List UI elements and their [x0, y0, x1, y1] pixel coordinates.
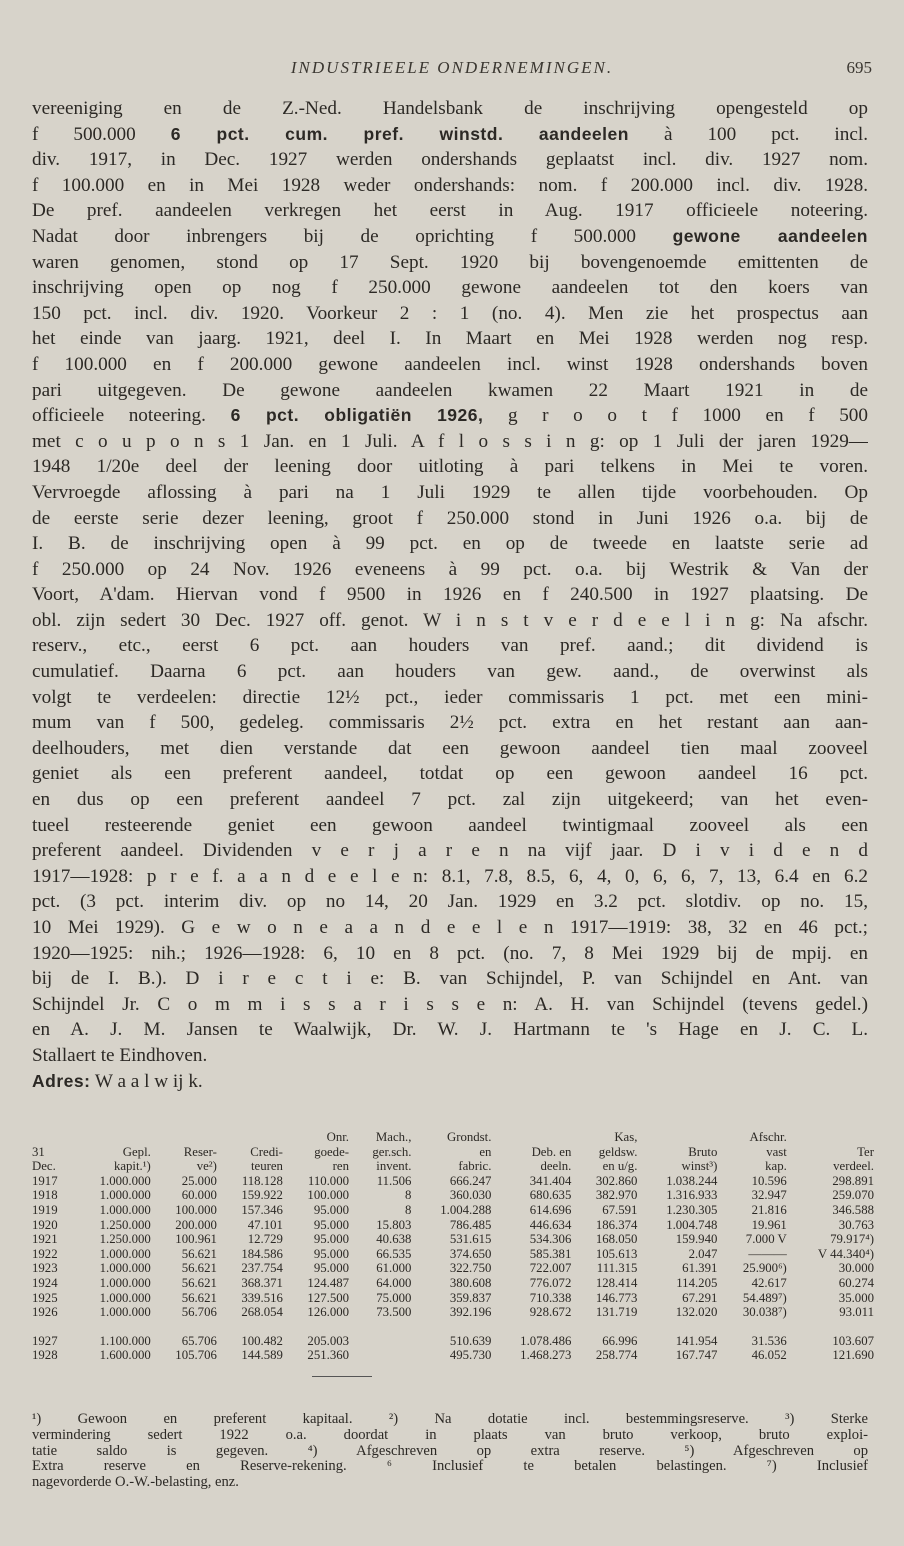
value-cell: 1.100.000 [99, 1333, 151, 1348]
value-cell: 1.000.000 [99, 1202, 151, 1217]
column-header: Bruto [688, 1144, 718, 1159]
table-row [30, 1247, 876, 1262]
column-header: winst³) [681, 1159, 718, 1174]
value-cell: 66.535 [376, 1246, 412, 1261]
text-line: met c o u p o n s 1 Jan. en 1 Juli. A f l o s s i n g: op 1 Juli der jaren 1929— [32, 430, 868, 452]
text-line: obl. zijn sedert 30 Dec. 1927 off. genot. W i n s t v e r d e e l i n g: Na afschr. [32, 609, 868, 631]
value-cell: 95.000 [313, 1232, 350, 1247]
value-cell [351, 1348, 413, 1363]
text-line: pct. (3 pct. interim div. op no 14, 20 Jan. 1929 en 3.2 pct. slotdiv. op no. 15, [32, 891, 868, 913]
value-cell: 251.360 [307, 1348, 350, 1363]
value-cell: 65.706 [181, 1333, 217, 1348]
value-cell: 35.000 [838, 1290, 874, 1305]
value-cell: 47.101 [247, 1217, 283, 1232]
table-row [30, 1218, 876, 1233]
value-cell: 359.837 [449, 1290, 492, 1305]
text-line: officieele noteering. 6 pct. obligatiën 1926, g r o o t f 1000 en f 500 [32, 405, 868, 427]
value-cell: 95.000 [313, 1246, 350, 1261]
value-cell: 157.346 [241, 1202, 283, 1217]
column-header: 31 [32, 1144, 45, 1159]
value-cell: 8 [405, 1202, 412, 1217]
text-line: deelhouders, met dien verstande dat een gewoon aandeel tien maal zooveel [32, 737, 868, 759]
value-cell: 722.007 [529, 1261, 572, 1276]
value-cell: 95.000 [313, 1261, 350, 1276]
year-cell: 1923 [32, 1261, 58, 1276]
text-line: 1917—1928: p r e f. a a n d e e l e n: 8.1, 7.8, 8.5, 6, 4, 0, 6, 6, 7, 13, 6.4 en 6.2 [32, 865, 868, 887]
value-cell: 73.500 [376, 1305, 412, 1320]
value-cell: 15.803 [376, 1217, 412, 1232]
value-cell: 131.719 [595, 1305, 638, 1320]
text-line: preferent aandeel. Dividenden v e r j a r e n na vijf jaar. D i v i d e n d [32, 840, 868, 862]
value-cell: 268.054 [241, 1305, 283, 1320]
value-cell: 127.500 [307, 1290, 350, 1305]
column-header: Dec. [32, 1159, 56, 1174]
table-row [30, 1203, 876, 1218]
text-line: 150 pct. incl. div. 1920. Voorkeur 2 : 1 (no. 4). Men zie het prospectus aan [32, 302, 868, 324]
value-cell: 167.747 [675, 1348, 718, 1363]
column-header: invent. [376, 1159, 412, 1174]
column-header: vast [766, 1144, 787, 1159]
value-cell: 61.000 [376, 1261, 412, 1276]
value-cell: 64.000 [376, 1275, 412, 1290]
value-cell: 61.391 [682, 1261, 718, 1276]
column-header: kap. [765, 1159, 787, 1174]
text-line: 1948 1/20e deel der leening door uitloting à pari telkens in Mei te voren. [32, 456, 868, 478]
value-cell: 346.588 [832, 1202, 874, 1217]
value-cell: 100.961 [175, 1232, 217, 1247]
column-header: ger.sch. [372, 1144, 412, 1159]
value-cell: 100.482 [241, 1333, 283, 1348]
column-header: Credi- [250, 1144, 283, 1159]
value-cell: 54.489⁷) [742, 1290, 787, 1305]
table-row [30, 1232, 876, 1247]
value-cell: 339.516 [241, 1290, 283, 1305]
value-cell: 298.891 [832, 1173, 874, 1188]
value-cell: 368.371 [241, 1275, 283, 1290]
bold-heading: 6 pct. obligatiën 1926, [230, 405, 484, 426]
value-cell: 1.000.000 [99, 1188, 151, 1203]
text-line: f 500.000 6 pct. cum. pref. winstd. aandeelen à 100 pct. incl. [32, 123, 868, 145]
value-cell: 258.774 [595, 1348, 638, 1363]
value-cell: 341.404 [529, 1173, 572, 1188]
value-cell: 95.000 [313, 1217, 350, 1232]
text-line: vereeniging en de Z.-Ned. Handelsbank de inschrijving opengesteld op [32, 98, 868, 119]
value-cell: 128.414 [595, 1275, 638, 1290]
column-header: Afschr. [749, 1130, 787, 1144]
value-cell: 19.961 [751, 1217, 787, 1232]
value-cell: 60.274 [838, 1275, 874, 1290]
text-line: volgt te verdeelen: directie 12½ pct., ieder commissaris 1 pct. met een mini- [32, 686, 868, 708]
column-header [73, 1130, 153, 1145]
table-row [30, 1348, 876, 1363]
table-row [30, 1334, 876, 1349]
column-header: Grondst. [446, 1130, 492, 1144]
table-row [30, 1261, 876, 1276]
value-cell: 1.316.933 [666, 1188, 718, 1203]
value-cell: 159.940 [675, 1232, 718, 1247]
value-cell: 10.596 [751, 1173, 787, 1188]
value-cell: 110.000 [307, 1173, 350, 1188]
text-line: het einde van jaarg. 1921, deel I. In Maart en Mei 1928 werden nog resp. [32, 328, 868, 350]
text-line: waren genomen, stond op 17 Sept. 1920 bij bovengenoemde emittenten de [32, 251, 868, 273]
column-header: Reser- [183, 1144, 217, 1159]
value-cell: 1.004.288 [440, 1202, 492, 1217]
value-cell: 8 [405, 1188, 412, 1203]
text-line: en A. J. M. Jansen te Waalwijk, Dr. W. J. Hartmann te 's Hage en J. C. L. [32, 1019, 868, 1041]
value-cell: 111.315 [596, 1261, 638, 1276]
year-cell: 1926 [32, 1305, 58, 1320]
value-cell: 531.615 [449, 1232, 492, 1247]
value-cell: 118.128 [241, 1173, 283, 1188]
value-cell: 105.613 [595, 1246, 638, 1261]
text-line: Voort, A'dam. Hiervan vond f 9500 in 1926 en f 240.500 in 1927 plaatsing. De [32, 584, 868, 606]
text-line: f 250.000 op 24 Nov. 1926 eveneens à 99 pct. o.a. bij Westrik & Van der [32, 558, 868, 580]
value-cell: 25.000 [181, 1173, 217, 1188]
value-cell: 1.468.273 [520, 1348, 572, 1363]
table-row [30, 1276, 876, 1291]
bold-heading: 6 pct. cum. pref. winstd. aandeelen [170, 123, 629, 144]
year-cell: 1924 [32, 1275, 58, 1290]
value-cell: 159.922 [241, 1188, 283, 1203]
text-line: inschrijving open op nog f 250.000 gewone aandeelen tot den koers van [32, 277, 868, 299]
column-header: Mach., [375, 1130, 412, 1144]
table-header-row [30, 1145, 876, 1160]
value-cell: 585.381 [529, 1246, 572, 1261]
column-header: en [479, 1144, 492, 1159]
column-header [493, 1130, 573, 1145]
value-cell: 259.070 [832, 1188, 874, 1203]
year-cell: 1922 [32, 1246, 58, 1261]
footnote-line: tatie saldo is gegeven. ⁴) Afgeschreven op extra reserve. ⁵) Afgeschreven op [32, 1443, 868, 1459]
value-cell: 30.000 [838, 1261, 874, 1276]
text-line: cumulatief. Daarna 6 pct. aan houders van gew. aand., de overwinst als [32, 661, 868, 683]
value-cell: 184.586 [241, 1246, 283, 1261]
value-cell: 95.000 [313, 1202, 350, 1217]
bold-heading: Adres: [32, 1070, 91, 1091]
value-cell: 237.754 [241, 1261, 283, 1276]
value-cell: 32.947 [751, 1188, 787, 1203]
value-cell: 392.196 [449, 1305, 492, 1320]
value-cell: 1.000.000 [99, 1173, 151, 1188]
value-cell: 146.773 [595, 1290, 638, 1305]
column-header [153, 1130, 219, 1145]
text-line: div. 1917, in Dec. 1927 werden ondershands geplaatst incl. div. 1927 nom. [32, 149, 868, 171]
value-cell: 103.607 [832, 1333, 874, 1348]
value-cell: 126.000 [307, 1305, 350, 1320]
table-row [30, 1305, 876, 1320]
value-cell: 168.050 [595, 1232, 638, 1247]
text-line: 1920—1925: nih.; 1926—1928: 6, 10 en 8 pct. (no. 7, 8 Mei 1929 bij de mpij. en [32, 942, 868, 964]
column-header: Ter [857, 1144, 874, 1159]
value-cell: 25.900⁶) [742, 1261, 787, 1276]
year-cell: 1919 [32, 1202, 58, 1217]
column-header: verdeel. [833, 1159, 874, 1174]
year-cell: 1918 [32, 1188, 58, 1203]
footnotes [32, 1412, 868, 1491]
value-cell: 66.996 [602, 1333, 638, 1348]
text-line: mum van f 500, gedeleg. commissaris 2½ pct. extra en het restant aan aan- [32, 712, 868, 734]
text-line: Nadat door inbrengers bij de oprichting f 500.000 gewone aandeelen [32, 225, 868, 247]
column-header: fabric. [458, 1159, 492, 1174]
page-number: 695 [846, 58, 872, 77]
footnote-line: vermindering sedert 1922 o.a. doordat in plaats van bruto verkoop, bruto exploi- [32, 1427, 868, 1443]
text-line: I. B. de inschrijving open à 99 pct. en op de tweede en laatste serie ad [32, 533, 868, 555]
text-line: Vervroegde aflossing à pari na 1 Juli 1929 te allen tijde voorbehouden. Op [32, 481, 868, 503]
value-cell: 75.000 [376, 1290, 412, 1305]
value-cell: 1.000.000 [99, 1246, 151, 1261]
financial-table [30, 1130, 876, 1363]
value-cell: 93.011 [839, 1305, 874, 1320]
value-cell: 205.003 [307, 1333, 350, 1348]
value-cell [351, 1334, 413, 1349]
text-line: 10 Mei 1929). G e w o n e a a n d e e l e n 1917—1919: 38, 32 en 46 pct.; [32, 917, 868, 938]
value-cell: 510.639 [449, 1333, 492, 1348]
value-cell: 121.690 [832, 1348, 874, 1363]
table-row [30, 1188, 876, 1203]
value-cell: 380.608 [449, 1275, 492, 1290]
value-cell: 7.000 V [745, 1232, 787, 1247]
table-spacer [30, 1320, 876, 1334]
column-header: Onr. [326, 1130, 350, 1144]
footnote-line: nagevorderde O.-W.-belasting, enz. [32, 1475, 239, 1491]
text-line: Schijndel Jr. C o m m i s s a r i s s e n: A. H. van Schijndel (tevens gedel.) [32, 993, 868, 1015]
value-cell: 302.860 [595, 1173, 638, 1188]
value-cell: 1.000.000 [99, 1275, 151, 1290]
bold-heading: gewone aandeelen [672, 225, 868, 246]
value-cell: 1.000.000 [99, 1290, 151, 1305]
value-cell: 382.970 [595, 1188, 638, 1203]
value-cell: 2.047 [688, 1246, 718, 1261]
value-cell: 42.617 [751, 1275, 787, 1290]
column-header: teuren [250, 1159, 283, 1174]
value-cell: 928.672 [529, 1305, 572, 1320]
value-cell: 114.205 [676, 1275, 718, 1290]
text-line: De pref. aandeelen verkregen het eerst in Aug. 1917 officieele noteering. [32, 200, 868, 222]
value-cell: 1.004.748 [666, 1217, 718, 1232]
column-header [789, 1130, 876, 1145]
company-description [32, 96, 868, 1094]
value-cell: 680.635 [529, 1188, 572, 1203]
value-cell: 12.729 [247, 1232, 283, 1247]
column-header: ve²) [196, 1159, 217, 1174]
value-cell: V 44.340⁴) [817, 1246, 874, 1261]
text-line: en dus op een preferent aandeel 7 pct. zal zijn uitgekeerd; van het even- [32, 789, 868, 811]
value-cell: 1.230.305 [666, 1202, 718, 1217]
value-cell: 710.338 [529, 1290, 572, 1305]
column-header: geldsw. [598, 1144, 638, 1159]
value-cell: 56.621 [181, 1290, 217, 1305]
footnote-line: Extra reserve en Reserve-rekening. ⁶ Inclusief te betalen belastingen. ⁷) Inclusief [32, 1459, 868, 1475]
value-cell: 31.536 [751, 1333, 787, 1348]
value-cell: 1.600.000 [99, 1348, 151, 1363]
column-header [30, 1130, 73, 1145]
value-cell: 186.374 [595, 1217, 638, 1232]
value-cell: 46.052 [751, 1348, 787, 1363]
column-header: deeln. [540, 1159, 572, 1174]
value-cell: 56.621 [181, 1275, 217, 1290]
value-cell: 446.634 [529, 1217, 572, 1232]
value-cell: 144.589 [241, 1348, 283, 1363]
value-cell: 30.763 [838, 1217, 874, 1232]
text-line: pari uitgegeven. De gewone aandeelen kwamen 22 Maart 1921 in de [32, 379, 868, 401]
table-header-row [30, 1159, 876, 1174]
page-header [30, 58, 874, 88]
text-line: f 100.000 en in Mei 1928 weder ondershands: nom. f 200.000 incl. div. 1928. [32, 174, 868, 196]
column-header [639, 1130, 719, 1145]
value-cell: 56.621 [181, 1261, 217, 1276]
value-cell: 100.000 [175, 1202, 217, 1217]
text-line: bij de I. B.). D i r e c t i e: B. van Schijndel, P. van Schijndel en Ant. van [32, 968, 868, 990]
value-cell: 60.000 [181, 1188, 217, 1203]
value-cell: 322.750 [449, 1261, 492, 1276]
value-cell: 786.485 [449, 1217, 492, 1232]
value-cell: 105.706 [175, 1348, 217, 1363]
value-cell: 67.291 [682, 1290, 718, 1305]
value-cell: 30.038⁷) [742, 1305, 787, 1320]
column-header [219, 1130, 285, 1145]
value-cell: 1.250.000 [99, 1217, 151, 1232]
value-cell: 100.000 [307, 1188, 350, 1203]
value-cell: 1.078.486 [520, 1333, 572, 1348]
column-header: Deb. en [531, 1144, 572, 1159]
value-cell: 1.000.000 [99, 1305, 151, 1320]
value-cell: 666.247 [449, 1173, 492, 1188]
value-cell: 1.250.000 [99, 1232, 151, 1247]
value-cell: 56.621 [181, 1246, 217, 1261]
table-header-row [30, 1130, 876, 1145]
footnote-line: ¹) Gewoon en preferent kapitaal. ²) Na dotatie incl. bestemmingsreserve. ³) Sterke [32, 1412, 868, 1427]
value-cell: 56.706 [181, 1305, 217, 1320]
table-row [30, 1291, 876, 1306]
value-cell: 374.650 [449, 1246, 492, 1261]
column-header: goede- [314, 1144, 350, 1159]
value-cell: 1.038.244 [666, 1173, 718, 1188]
year-cell: 1921 [32, 1232, 58, 1247]
running-title: INDUSTRIEELE ONDERNEMINGEN. [290, 58, 614, 77]
year-cell: 1928 [32, 1348, 58, 1363]
value-cell: 132.020 [675, 1305, 718, 1320]
value-cell: ——— [748, 1246, 787, 1261]
text-line: de eerste serie dezer leening, groot f 250.000 stond in Juni 1926 o.a. bij de [32, 507, 868, 529]
table-row [30, 1174, 876, 1189]
text-line: tueel resteerende geniet een gewoon aandeel twintigmaal zooveel als een [32, 814, 868, 836]
column-header: kapit.¹) [113, 1159, 151, 1174]
column-header: ren [332, 1159, 350, 1174]
column-header: Gepl. [122, 1144, 151, 1159]
value-cell: 141.954 [675, 1333, 718, 1348]
value-cell: 11.506 [376, 1173, 412, 1188]
value-cell: 534.306 [529, 1232, 572, 1247]
column-header: en u/g. [602, 1159, 638, 1174]
value-cell: 1.000.000 [99, 1261, 151, 1276]
text-line: f 100.000 en f 200.000 gewone aandeelen incl. winst 1928 ondershands boven [32, 353, 868, 375]
value-cell: 67.591 [602, 1202, 638, 1217]
value-cell: 40.638 [376, 1232, 412, 1247]
year-cell: 1925 [32, 1290, 58, 1305]
value-cell: 360.030 [449, 1188, 492, 1203]
text-line: Adres: W a a l w ij k. [32, 1070, 203, 1092]
text-line: Stallaert te Eindhoven. [32, 1044, 208, 1066]
value-cell: 79.917⁴) [830, 1232, 874, 1247]
value-cell: 200.000 [175, 1217, 217, 1232]
value-cell: 21.816 [751, 1202, 787, 1217]
year-cell: 1920 [32, 1217, 58, 1232]
table-divider [312, 1376, 372, 1377]
text-line: geniet als een preferent aandeel, totdat op een gewoon aandeel 16 pct. [32, 763, 868, 785]
text-line: reserv., etc., eerst 6 pct. aan houders van pref. aand.; dit dividend is [32, 635, 868, 657]
value-cell: 124.487 [307, 1275, 350, 1290]
column-header: Kas, [614, 1130, 638, 1144]
value-cell: 776.072 [529, 1275, 572, 1290]
value-cell: 614.696 [529, 1202, 572, 1217]
year-cell: 1927 [32, 1333, 58, 1348]
value-cell: 495.730 [449, 1348, 492, 1363]
year-cell: 1917 [32, 1173, 58, 1188]
